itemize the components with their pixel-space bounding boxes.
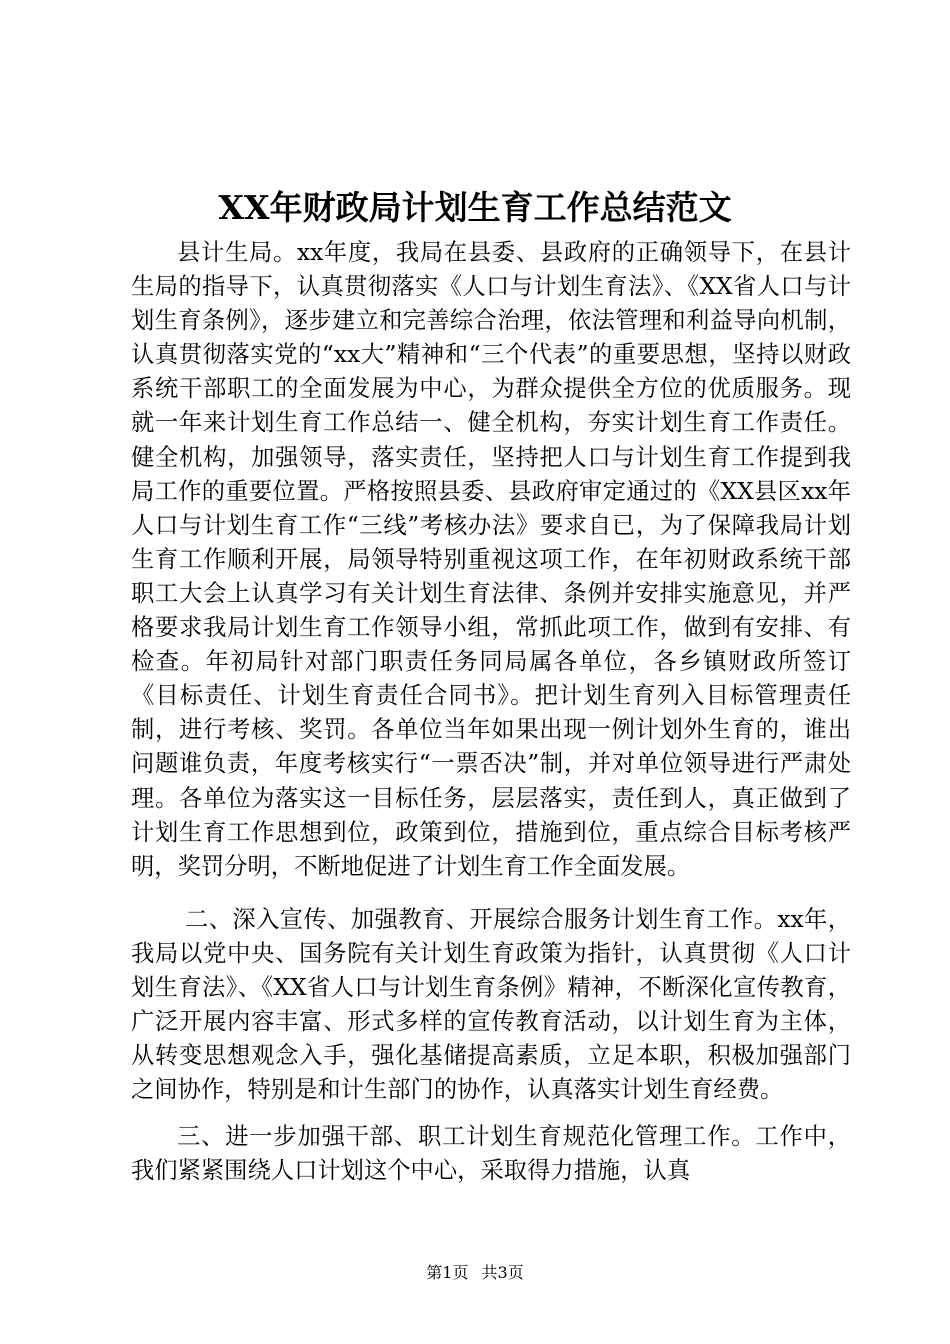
paragraph-2: 二、深入宣传、加强教育、开展综合服务计划生育工作。xx年，我局以党中央、国务院有关计划生育政策为指针，认真贯彻《人口计划生育法》、《XX省人口与计划生育条例》精神，不断深化宣传教育，广泛开展内容丰富、形式多样的宣传教育活动，以计划生育为主体，从转变思想观念入手，强化基储提高素质，立足本职，积极加强部门之间协作，特别是和计生部门的协作，认真落实计划生育经费。 — [131, 906, 851, 1104]
page-number: 第1页 — [426, 1263, 469, 1282]
paragraph-3: 三、进一步加强干部、职工计划生育规范化管理工作。工作中，我们紧紧围绕人口计划这个中心，采取得力措施，认真 — [131, 1123, 851, 1185]
document-title: XX年财政局计划生育工作总结范文 — [218, 188, 732, 227]
paragraph-1: 县计生局。xx年度，我局在县委、县政府的正确领导下，在县计生局的指导下，认真贯彻落实《人口与计划生育法》、《XX省人口与计划生育条例》，逐步建立和完善综合治理，依法管理和利益导向机制，认真贯彻落实党的“xx大”精神和“三个代表”的重要思想，坚持以财政系统干部职工的全面发展为中心，为群众提供全方位的优质服务。现就一年来计划生育工作总结一、健全机构，夯实计划生育工作责任。健全机构，加强领导，落实责任，坚持把人口与计划生育工作提到我局工作的重要位置。严格按照县委、县政府审定通过的《XX县区xx年人口与计划生育工作“三线”考核办法》要求自已，为了保障我局计划生育工作顺利开展，局领导特别重视这项工作，在年初财政系统干部职工大会上认真学习有关计划生育法律、条例并安排实施意见，并严格要求我局计划生育工作领导小组，常抓此项工作，做到有安排、有检查。年初局针对部门职责任务同局属各单位，各乡镇财政所签订《目标责任、计划生育责任合同书》。把计划生育列入目标管理责任制，进行考核、奖罚。各单位当年如果出现一例计划外生育的，谁出问题谁负责，年度考核实行“一票否决”制，并对单位领导进行严肃处理。各单位为落实这一目标任务，层层落实，责任到人，真正做到了计划生育工作思想到位，政策到位，措施到位，重点综合目标考核严明，奖罚分明，不断地促进了计划生育工作全面发展。 — [131, 239, 851, 880]
page-total: 共3页 — [481, 1263, 524, 1282]
page-footer — [0, 1262, 950, 1284]
